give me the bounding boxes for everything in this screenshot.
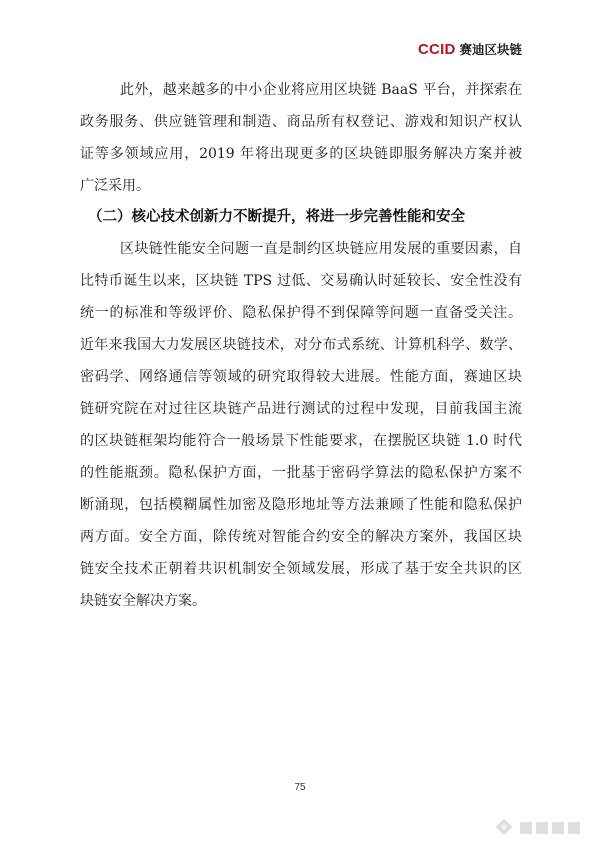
page-number: 75 — [294, 782, 306, 793]
paragraph-line: 统一的标准和等级评价、隐私保护得不到保障等问题一直备受关注。 — [80, 305, 522, 321]
paragraph-1 — [80, 74, 522, 202]
watermark-logo-icon — [494, 816, 586, 840]
paragraph-line: 广泛采用。 — [80, 178, 150, 194]
paragraph-line: 链安全技术正朝着共识机制安全领域发展，形成了基于安全共识的区 — [80, 561, 522, 577]
header-name: 赛迪区块链 — [459, 43, 522, 57]
paragraph-line: 证等多领域应用，2019 年将出现更多的区块链即服务解决方案并被 — [80, 146, 522, 162]
paragraph-line: 此外，越来越多的中小企业将应用区块链 BaaS 平台，并探索在 — [120, 82, 522, 98]
paragraph-line: 的区块链框架均能符合一般场景下性能要求，在摆脱区块链 1.0 时代 — [80, 433, 522, 449]
paragraph-line: 两方面。安全方面，除传统对智能合约安全的解决方案外，我国区块 — [80, 529, 522, 545]
paragraph-2 — [80, 233, 522, 617]
paragraph-line: 断涌现，包括模糊属性加密及隐形地址等方法兼顾了性能和隐私保护 — [80, 497, 522, 513]
paragraph-line: 比特币诞生以来，区块链 TPS 过低、交易确认时延较长、安全性没有 — [80, 273, 522, 289]
paragraph-line: 政务服务、供应链管理和制造、商品所有权登记、游戏和知识产权认 — [80, 114, 522, 130]
page-header — [418, 40, 522, 60]
paragraph-line: 区块链性能安全问题一直是制约区块链应用发展的重要因素，自 — [120, 241, 522, 257]
section-heading: （二）核心技术创新力不断提升，将进一步完善性能和安全 — [88, 209, 465, 225]
paragraph-line: 链研究院在对过往区块链产品进行测试的过程中发现，目前我国主流 — [80, 401, 522, 417]
paragraph-line: 近年来我国大力发展区块链技术，对分布式系统、计算机科学、数学、 — [80, 337, 522, 353]
paragraph-line: 密码学、网络通信等领域的研究取得较大进展。性能方面，赛迪区块 — [80, 369, 522, 385]
paragraph-line: 块链安全解决方案。 — [80, 593, 206, 609]
header-brand: CCID — [418, 41, 456, 58]
paragraph-line: 的性能瓶颈。隐私保护方面，一批基于密码学算法的隐私保护方案不 — [80, 465, 522, 481]
